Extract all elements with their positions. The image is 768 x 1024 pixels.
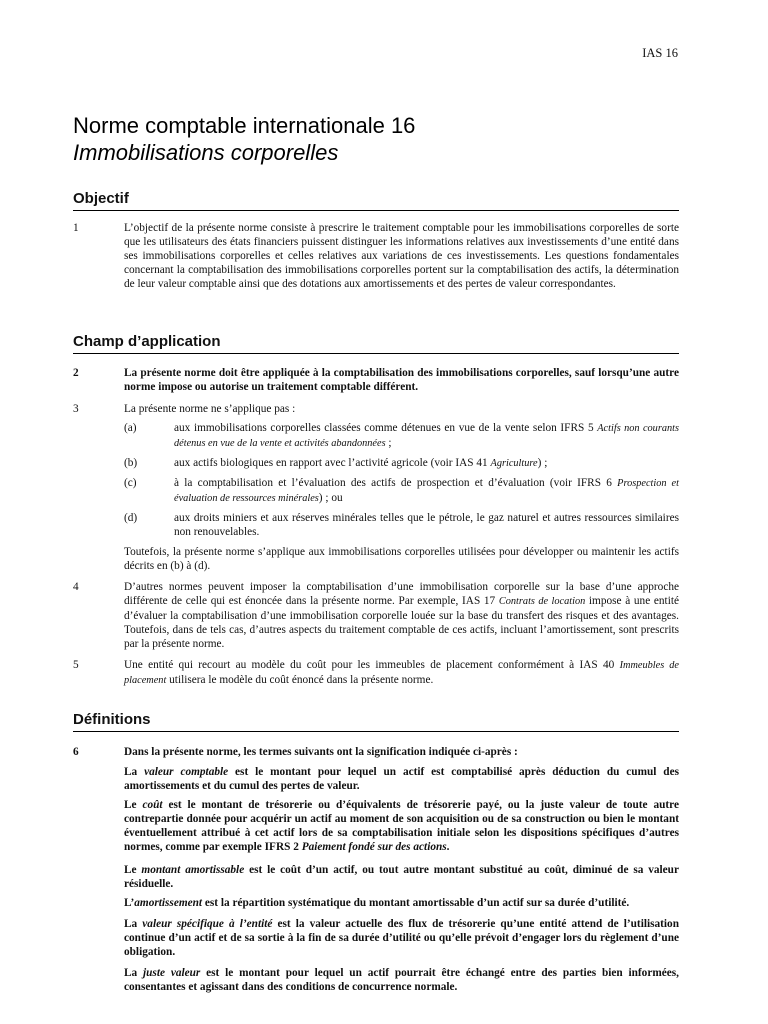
paragraph-text: D’autres normes peuvent imposer la comptabilisation d’une immobilisation corporelle sur la base d’une approche différente de celle qui est énoncée dans la présente norme. Par exemple, IAS 17 Contrats de location impose à une entité d’évaluer la comptabilisation d’une immobilisation corporelle louée sur la base du transfert des risques et des avantages. Toutefois, dans de tels cas, d’autres aspects du traitement comptable de ces actifs, incluant l’amortissement, sont prescrits par la présente norme.	[124, 581, 679, 651]
list-item-a	[124, 421, 679, 451]
paragraph-text: Une entité qui recourt au modèle du coût pour les immeubles de placement conformément à IAS 40 Immeubles de placement utilisera le modèle du coût énoncé dans la présente norme.	[124, 659, 679, 687]
section-heading-objectif: Objectif	[73, 190, 679, 211]
defined-term: montant amortissable	[141, 864, 245, 876]
paragraph-intro: La présente norme ne s’applique pas :	[124, 403, 296, 415]
list-item-b	[124, 456, 679, 471]
definition-amortissement: L’amortissement est la répartition systématique du montant amortissable d’un actif sur sa durée d’utilité.	[124, 897, 630, 909]
definition-juste-valeur: La juste valeur est le montant pour lequel un actif pourrait être échangé entre des parties bien informées, consentantes et agissant dans des conditions de concurrence normale.	[124, 967, 679, 994]
standard-title-ref: Paiement fondé sur des actions	[301, 841, 447, 854]
list-text: aux actifs biologiques en rapport avec l’activité agricole (voir IAS 41 Agriculture) ;	[174, 457, 548, 469]
paragraph-3	[73, 402, 679, 416]
definition-montant-amortissable: Le montant amortissable est le coût d’un actif, ou tout autre montant substitué au coût, diminué de sa valeur résiduelle.	[124, 864, 679, 891]
paragraph-4	[73, 580, 679, 651]
paragraph-number: 4	[73, 581, 79, 593]
section-heading-champ: Champ d’application	[73, 333, 679, 354]
definition-valeur-comptable: La valeur comptable est le montant pour lequel un actif est comptabilisé après déduction du cumul des amortissements et du cumul des pertes de valeur.	[124, 766, 679, 793]
list-label: (c)	[124, 477, 137, 489]
standard-title-ref: Immeubles de placement	[124, 660, 679, 687]
standard-title-ref: Prospection et évaluation de ressources minérales	[174, 478, 679, 505]
section-heading-definitions: Définitions	[73, 711, 679, 732]
title-block	[73, 112, 415, 166]
list-text: aux immobilisations corporelles classées comme détenues en vue de la vente selon IFRS 5 Actifs non courants détenus en vue de la vente et activités abandonnées ;	[174, 422, 679, 450]
definition-valeur-specifique: La valeur spécifique à l’entité est la valeur actuelle des flux de trésorerie qu’une entité attend de l’utilisation continue d’un actif et de sa sortie à la fin de sa durée d’utilité ou qu’elle prévoit d’engager lors du règlement d’une obligation.	[124, 918, 679, 959]
defined-term: amortissement	[134, 897, 203, 909]
list-label: (b)	[124, 457, 138, 469]
defined-term: coût	[142, 799, 163, 811]
paragraph-text: La présente norme doit être appliquée à la comptabilisation des immobilisations corporelles, sauf lorsqu’une autre norme impose ou autorise un traitement comptable différent.	[124, 367, 679, 394]
paragraph-text: Toutefois, la présente norme s’applique aux immobilisations corporelles utilisées pour développer ou maintenir les actifs décrits en (b) à (d).	[124, 546, 679, 573]
standard-title-ref: Agriculture	[490, 458, 538, 469]
paragraph-number: 3	[73, 403, 79, 415]
paragraph-3-closing	[73, 545, 679, 573]
defined-term: valeur spécifique à l’entité	[142, 918, 273, 930]
list-text: aux droits miniers et aux réserves minérales telles que le pétrole, le gaz naturel et autres ressources similaires non renouvelables.	[174, 512, 679, 539]
standard-title-ref: Contrats de location	[498, 596, 586, 608]
list-label: (a)	[124, 422, 137, 434]
defined-term: valeur comptable	[144, 766, 229, 778]
paragraph-5	[73, 658, 679, 688]
paragraph-6	[73, 745, 679, 759]
paragraph-number: 2	[73, 367, 79, 379]
paragraph-text: L’objectif de la présente norme consiste à prescrire le traitement comptable pour les immobilisations corporelles de sorte que les utilisateurs des états financiers puissent distinguer les informations relatives aux investissements d’une entité dans ses immobilisations corporelles et celles relatives aux variations de ces investissements. Les questions fondamentales concernant la comptabilisation des immobilisations corporelles portent sur la comptabilisation des actifs, la détermination de leur valeur comptable ainsi que des dotations aux amortissements et des pertes de valeur correspondantes.	[124, 222, 679, 291]
paragraph-2	[73, 366, 679, 394]
paragraph-intro: Dans la présente norme, les termes suivants ont la signification indiquée ci-après :	[124, 746, 518, 758]
document-title: Norme comptable internationale 16	[73, 113, 416, 138]
definition-cout: Le coût est le montant de trésorerie ou d’équivalents de trésorerie payé, ou la juste valeur de toute autre contrepartie donnée pour acquérir un actif au moment de son acquisition ou de sa construction ou bien le montant éventuellement attribué à cet actif lors de sa comptabilisation initiale selon les dispositions spécifiques d’autres normes, comme par exemple IFRS 2 Paiement fondé sur des actions.	[124, 799, 679, 854]
paragraph-number: 6	[73, 746, 79, 758]
list-label: (d)	[124, 512, 138, 524]
list-item-d	[124, 511, 679, 539]
paragraph-number: 1	[73, 222, 79, 234]
paragraph-1	[73, 221, 679, 291]
page-reference: IAS 16	[642, 46, 678, 60]
document-subtitle: Immobilisations corporelles	[73, 140, 339, 165]
paragraph-number: 5	[73, 659, 79, 671]
standard-title-ref: Actifs non courants détenus en vue de la vente et activités abandonnées	[174, 423, 679, 450]
defined-term: juste valeur	[143, 967, 201, 979]
list-text: à la comptabilisation et l’évaluation des actifs de prospection et d’évaluation (voir IFRS 6 Prospection et évaluation de ressources minérales) ; ou	[174, 477, 679, 505]
list-item-c	[124, 476, 679, 506]
